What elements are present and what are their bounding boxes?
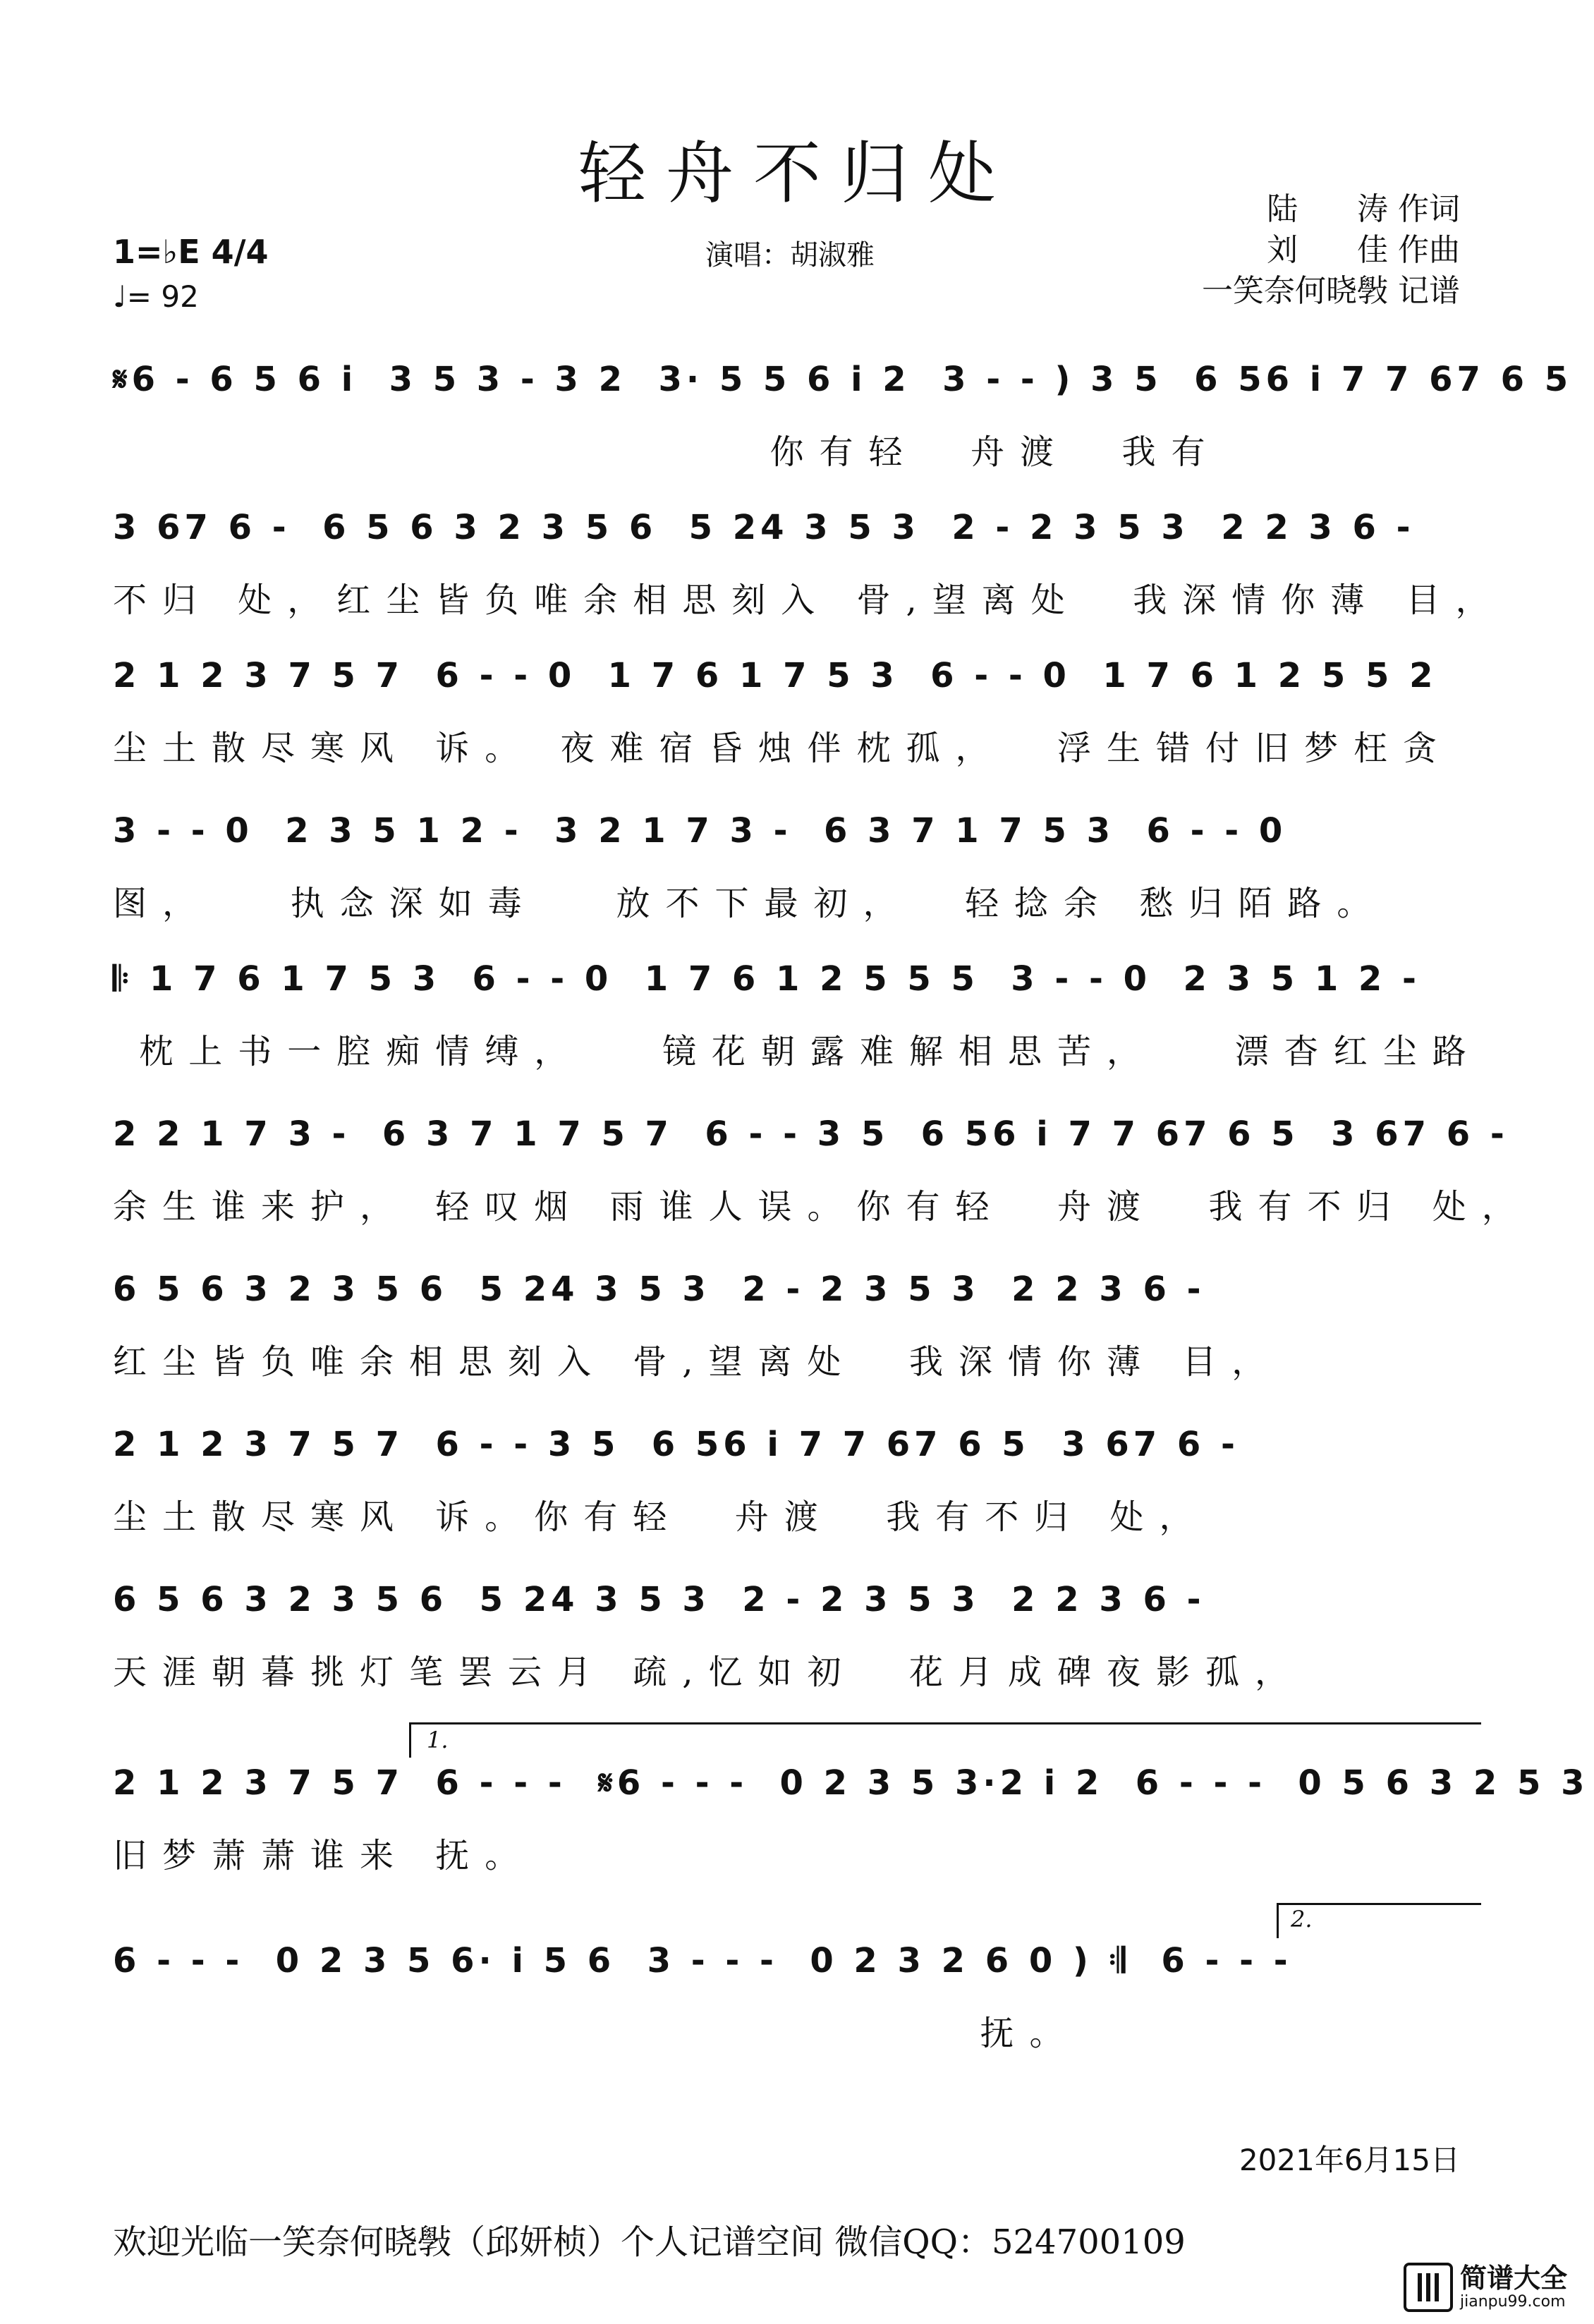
singer-credit: 演唱：胡淑雅 [705,239,875,272]
logo-url: jianpu99.com [1460,2293,1566,2311]
second-ending-bracket-hook [1277,1903,1279,1938]
notation-line: 2 1 2 3 7 5 7 6 - - 0 1 7 6 1 7 5 3 6 - - 0 1 7 6 1 2 5 5 2 [113,656,1437,695]
lyric-line: 图， 执念深如毒 放不下最初， 轻捻余 愁归陌路。 [113,884,1387,923]
transcription-date: 2021年6月15日 [1239,2143,1460,2177]
lyric-line: 抚。 [113,2014,1079,2053]
footer-note: 欢迎光临一笑奈何晓斅（邱妍桢）个人记谱空间 微信QQ：524700109 [113,2222,1186,2262]
page-title: 轻舟不归处 [578,134,1016,213]
first-ending-bracket [409,1722,1481,1724]
lyricist-credit: 陆 涛 作词 [1267,191,1460,227]
notation-line: 2 2 1 7 3 - 6 3 7 1 7 5 7 6 - - 3 5 6 56 i 7 7 67 6 5 3 67 6 - [113,1114,1509,1154]
lyric-line: 枕上书一腔痴情缚， 镜花朝露难解相思苦， 漂杳红尘路 [113,1032,1482,1071]
notation-line: 6 5 6 3 2 3 5 6 5 24 3 5 3 2 - 2 3 5 3 2 2 3 6 - [113,1270,1205,1309]
notation-line: 3 67 6 - 6 5 6 3 2 3 5 6 5 24 3 5 3 2 - 2 3 5 3 2 2 3 6 - [113,508,1415,547]
first-ending-label: 1. [427,1727,449,1753]
transcriber-credit: 一笑奈何晓斅 记谱 [1202,273,1460,309]
lyric-line: 天涯朝暮挑灯笔罢云月 疏,忆如初 花月成碑夜影孤， [113,1653,1305,1692]
second-ending-bracket [1277,1903,1481,1905]
second-ending-label: 2. [1291,1906,1313,1933]
lyric-line: 不归 处，红尘皆负唯余相思刻入 骨,望离处 我深情你薄 目， [113,580,1505,620]
notation-line: 6 5 6 3 2 3 5 6 5 24 3 5 3 2 - 2 3 5 3 2 2 3 6 - [113,1580,1205,1619]
notation-line: 2 1 2 3 7 5 7 6 - - 3 5 6 56 i 7 7 67 6 5 3 67 6 - [113,1425,1239,1464]
key-signature: 1=♭E 4/4 [113,233,269,271]
credits [1202,189,1460,312]
piano-keys-icon [1404,2263,1453,2312]
tempo-marking: ♩= 92 [113,279,199,314]
notation-line: 𝄋6 - 6 5 6 i 3 5 3 - 3 2 3· 5 5 6 i 2 3 - - ) 3 5 6 56 i 7 7 67 6 5 [113,360,1573,399]
notation-line: 𝄆 1 7 6 1 7 5 3 6 - - 0 1 7 6 1 2 5 5 5 3 - - 0 2 3 5 1 2 - [113,959,1420,999]
logo-name: 简谱大全 [1460,2263,1568,2294]
lyric-line: 尘土散尽寒风 诉。你有轻 舟渡 我有不归 处， [113,1497,1209,1537]
lyric-line: 尘土散尽寒风 诉。 夜难宿昏烛伴枕孤， 浮生错付旧梦枉贪 [113,729,1453,768]
notation-line: 3 - - 0 2 3 5 1 2 - 3 2 1 7 3 - 6 3 7 1 7 5 3 6 - - 0 [113,811,1287,851]
notation-line: 6 - - - 0 2 3 5 6· i 5 6 3 - - - 0 2 3 2 6 0 ) 𝄇 6 - - - [113,1941,1292,1981]
lyric-line: 余生谁来护， 轻叹烟 雨谁人误。你有轻 舟渡 我有不归 处， [113,1187,1531,1227]
lyric-line: 红尘皆负唯余相思刻入 骨,望离处 我深情你薄 目， [113,1342,1282,1382]
lyric-line: 你有轻 舟渡 我有 [113,432,1221,472]
first-ending-bracket-hook [409,1722,411,1758]
notation-line: 2 1 2 3 7 5 7 6 - - - 𝄋6 - - - 0 2 3 5 3·2 i 2 6 - - - 0 5 6 3 2 5 3 [113,1763,1589,1803]
site-logo [1404,2253,1580,2320]
lyric-line: 旧梦萧萧谁来 抚。 [113,1836,535,1875]
composer-credit: 刘 佳 作曲 [1267,232,1460,268]
